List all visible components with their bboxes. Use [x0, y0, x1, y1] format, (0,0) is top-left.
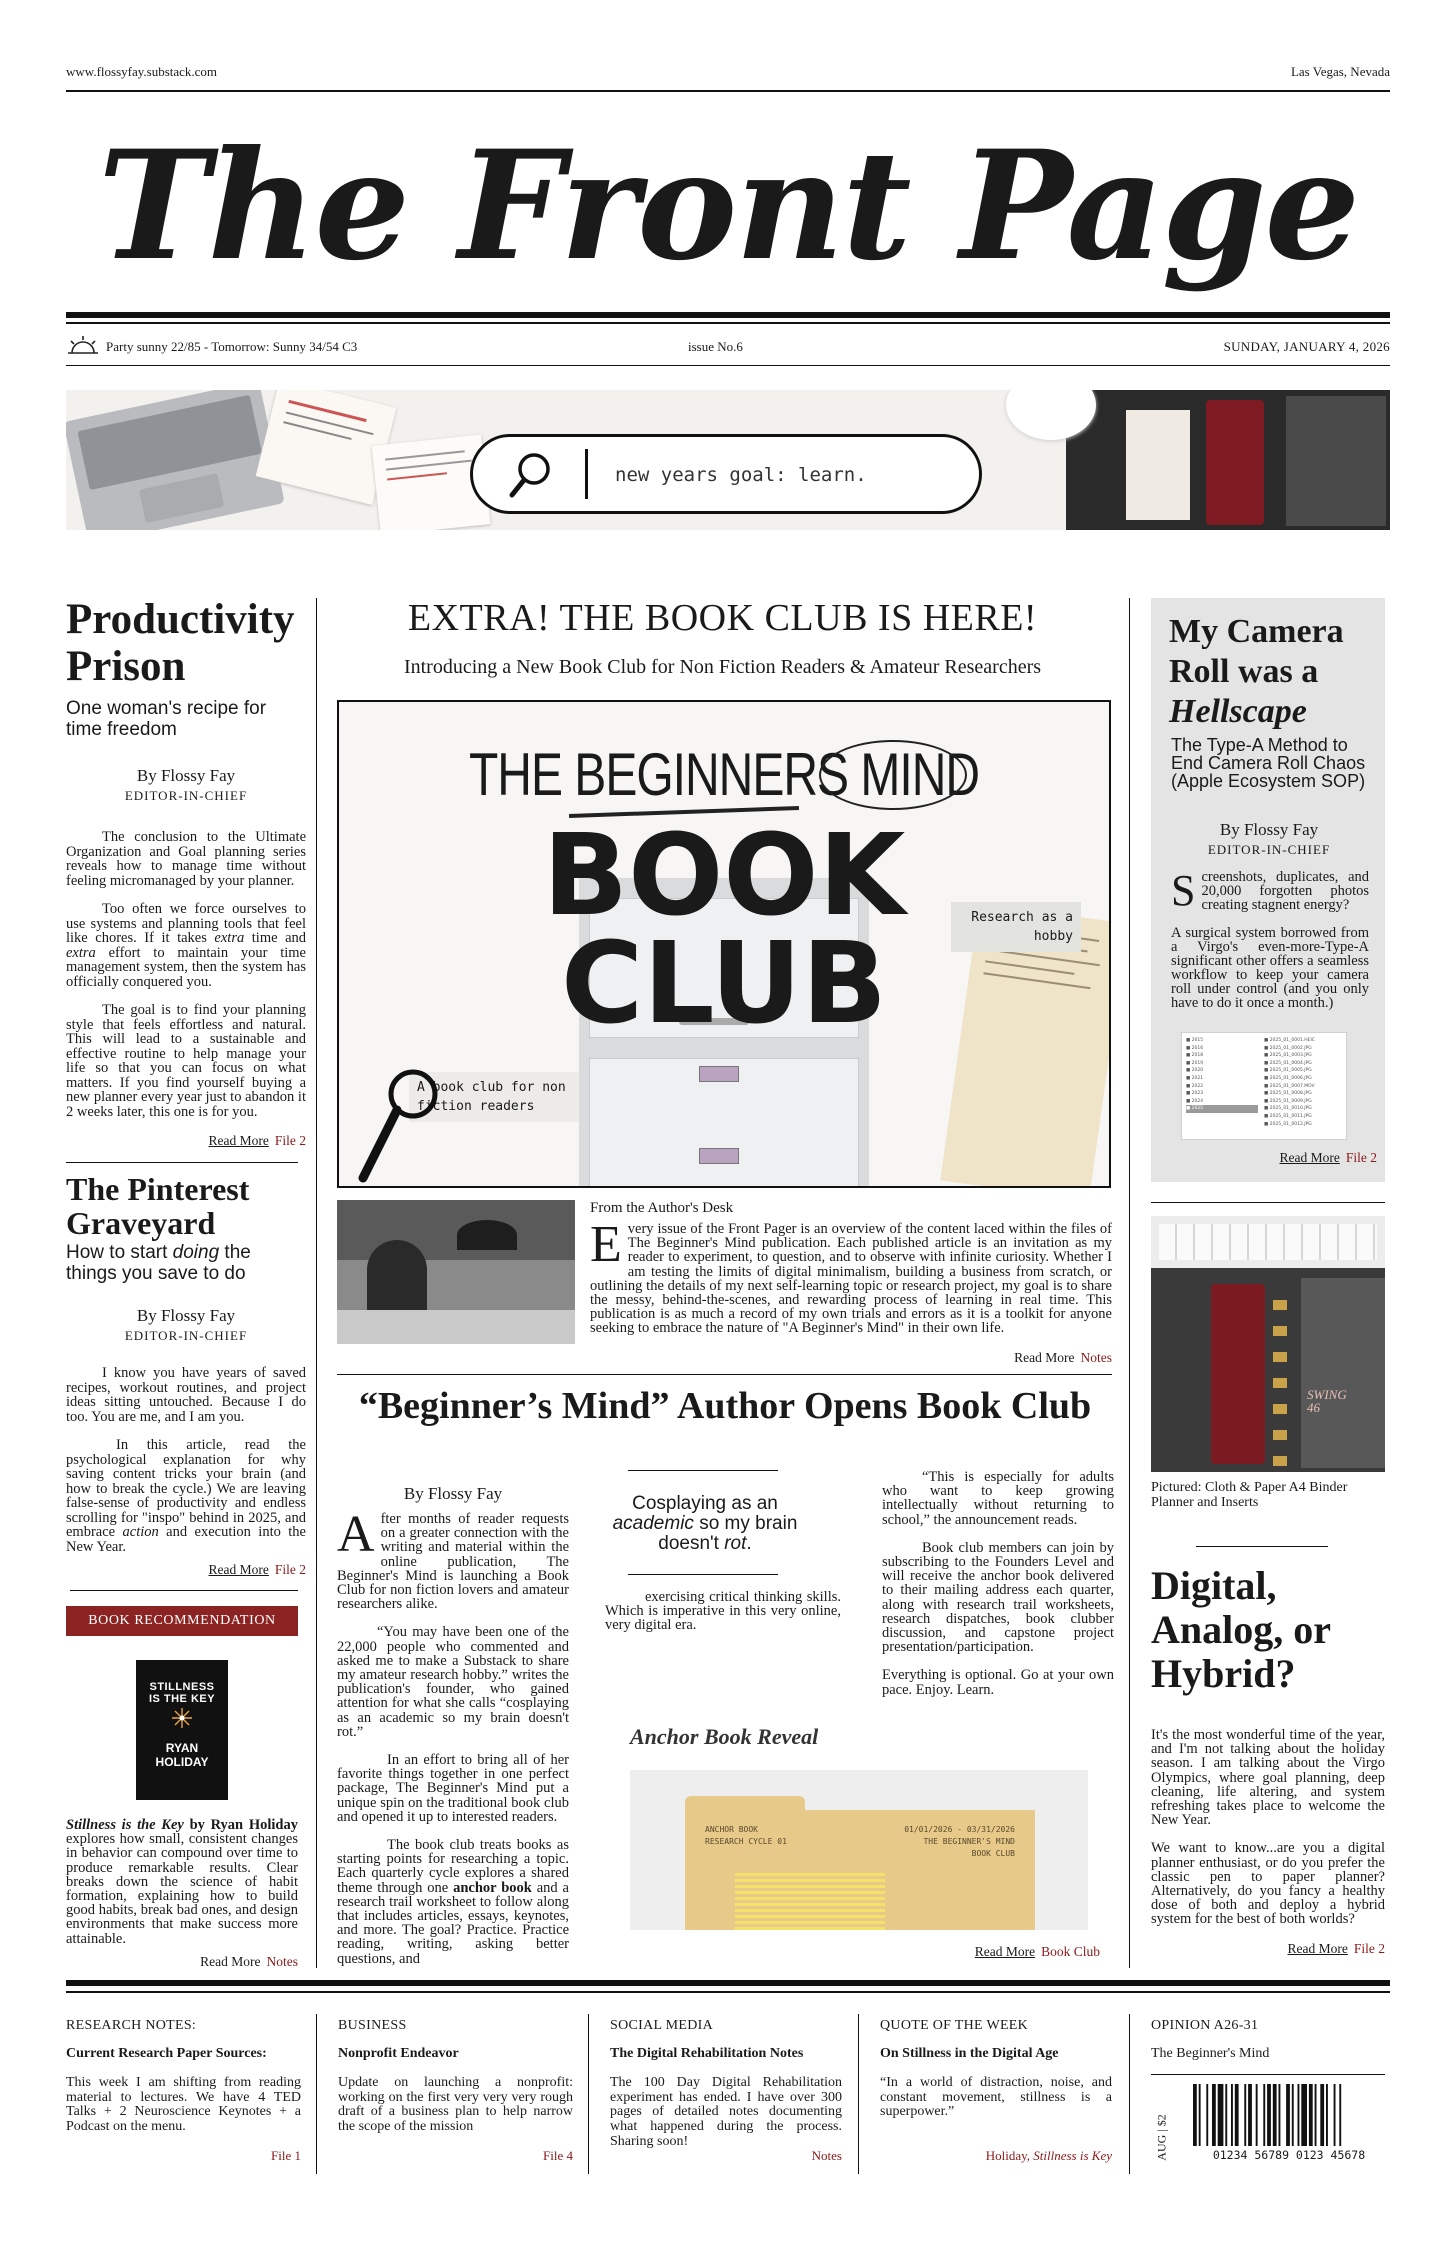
barcode-bar	[1292, 2084, 1294, 2146]
file-item: ■ 2025_01_0006.JPG	[1264, 1075, 1312, 1081]
barcode-bar	[1334, 2084, 1336, 2146]
folder-year-item: ■ 2022	[1186, 1083, 1204, 1089]
book-cover-stillness[interactable]: STILLNESS IS THE KEY RYAN HOLIDAY	[136, 1660, 228, 1800]
footer-research-notes: RESEARCH NOTES: Current Research Paper Sources: This week I am shifting from reading material to lectures. We have 4 TED Talks + 2 Neuroscience Keynotes + a Podcast on the menu. File 1	[66, 2018, 301, 2163]
read-more-link[interactable]: Read More File 2	[1287, 1940, 1385, 1956]
barcode-image	[1193, 2084, 1383, 2146]
file-item: ■ 2025_01_0007.MOV	[1264, 1083, 1315, 1089]
folder-year-item: ■ 2021	[1186, 1075, 1204, 1081]
footer-col-rule	[316, 2014, 317, 2174]
issue-date: SUNDAY, JANUARY 4, 2026	[1223, 339, 1390, 354]
hero-line-3: CLUB	[561, 919, 887, 1049]
article-headline[interactable]: Digital, Analog, or Hybrid?	[1151, 1563, 1331, 1696]
barcode-bar	[1248, 2084, 1252, 2146]
file-item: ■ 2025_01_0001.HEIC	[1264, 1038, 1315, 1043]
article-headline[interactable]: The Pinterest Graveyard	[66, 1171, 250, 1241]
main-headline[interactable]: “Beginner’s Mind” Author Opens Book Club	[358, 1385, 1092, 1427]
binder-planner-photo[interactable]	[1151, 1216, 1385, 1472]
location: Las Vegas, Nevada	[1290, 64, 1390, 79]
footer-col-rule	[858, 2014, 859, 2174]
hero-line-1: THE BEGINNERS MIND	[468, 742, 980, 809]
search-divider	[585, 449, 588, 499]
folder-year-item: ■ 2019	[1186, 1060, 1204, 1066]
barcode-bar	[1212, 2084, 1216, 2146]
article-deck: How to start doing the things you save to do	[66, 1242, 251, 1284]
hand-drawn-circle	[819, 740, 967, 810]
file-item: ■ 2025_01_0011.JPG	[1264, 1113, 1312, 1119]
article-headline[interactable]: Productivity Prison	[66, 596, 295, 690]
read-more-link[interactable]: Read More File 2	[1279, 1150, 1377, 1165]
folder-image: ANCHOR BOOK RESEARCH CYCLE 01 01/01/2026 - 03/31/2026 THE BEGINNER'S MIND BOOK CLUB	[685, 1810, 1035, 1930]
article-deck: One woman's recipe for time freedom	[66, 698, 267, 740]
site-url[interactable]: www.flossyfay.substack.com	[66, 64, 218, 79]
article-digital-analog-hybrid	[1151, 1564, 1385, 1957]
right-divider-1	[1151, 1202, 1385, 1203]
barcode-bar	[1256, 2084, 1258, 2146]
hero-note-research: Research as a hobby	[951, 902, 1081, 952]
laptop-image	[66, 390, 285, 530]
barcode-bar	[1206, 2084, 1208, 2146]
folder-year-item: ■ 2024	[1186, 1098, 1204, 1104]
main-article-col2: exercising critical thinking skills. Which is imperative in this very online, very digital era.	[605, 1589, 841, 1634]
byline: By Flossy Fay EDITOR-IN-CHIEF	[124, 1306, 248, 1343]
barcode-bar	[1320, 2084, 1324, 2146]
search-input[interactable]: new years goal: learn.	[615, 464, 867, 486]
barcode-bar	[1301, 2084, 1307, 2146]
read-more-link[interactable]: Read More File 2	[208, 1562, 306, 1577]
binder-image	[1066, 390, 1390, 530]
file-item: ■ 2025_01_0002.JPG	[1264, 1045, 1312, 1051]
camera-roll-box	[1151, 598, 1385, 1182]
starburst-icon	[172, 1708, 192, 1728]
red-binder-image	[1211, 1284, 1265, 1464]
footer-social-media: SOCIAL MEDIA The Digital Rehabilitation Notes The 100 Day Digital Rehabilitation experiment has ended. I have over 300 pages of detailed notes documenting what happened during the process. Sharing soon! Notes	[610, 2018, 842, 2163]
read-more-link[interactable]: Read More Notes	[1014, 1350, 1112, 1365]
book-recommendation-label: BOOK RECOMMENDATION	[66, 1606, 298, 1636]
main-article-col1: After months of reader requests on a greater connection with the writing and material within the online publication, The Beginner's Mind is launching a Book Club for non fiction lovers and amateur researchers alike. “You may have been one of the 22,000 people who commented and asked me to make a Substack to share my amateur research hobby.” writes the publication's founder, who gained attention for what she calls “cosplaying as an academic so my brain doesn't rot.” In an effort to bring all of her favorite things together in one perfect package, The Beginner's Mind put a unique spin on the traditional book club and opened it up to interested readers. The book club treats books as starting points for researching a topic. Each quarterly cycle explores a shared theme through one anchor book and a research trail worksheet to follow along that includes articles, essays, keynotes, and more. The goal? Practice. Practice reading, writing, asking better questions, and	[337, 1506, 569, 1967]
footer-quote-of-week: QUOTE OF THE WEEK On Stillness in the Digital Age “In a world of distraction, noise, and constant movement, stillness is a superpower.” Holiday, Stillness is Key	[880, 2018, 1112, 2163]
book-recommendation-text: Stillness is the Key by Ryan Holiday explores how small, consistent changes in behavior can compound over time to produce remarkable results. Clear breaks down the science of habit formation, explaining how to build good habits, break bad ones, and design environments that make success more attainable.	[66, 1817, 298, 1947]
barcode-bar	[1309, 2084, 1313, 2146]
barcode-bar	[1298, 2084, 1300, 2146]
byline: By Flossy Fay EDITOR-IN-CHIEF	[124, 766, 248, 803]
extra-headline[interactable]: EXTRA! THE BOOK CLUB IS HERE!	[407, 597, 1038, 639]
barcode-bar	[1225, 2084, 1227, 2146]
top-rule	[66, 90, 1390, 92]
barcode-bar	[1244, 2084, 1246, 2146]
folder-year-item: ■ 2015	[1186, 1038, 1204, 1043]
anchor-book-folder-image[interactable]	[630, 1770, 1088, 1930]
barcode-bar	[1267, 2084, 1271, 2146]
footer-notes-link[interactable]: Notes	[811, 2148, 842, 2163]
masthead-rule-thick	[66, 312, 1390, 318]
footer-business: BUSINESS Nonprofit Endeavor Update on launching a nonprofit: working on the first very very very rough draft of a business plan to help narrow the scope of the mission File 4	[338, 2018, 573, 2163]
masthead-title: The Front Page	[97, 118, 1359, 294]
photo-sleeve-image: SWING 46	[1301, 1278, 1385, 1468]
weather-text: Party sunny 22/85 - Tomorrow: Sunny 34/54 C3	[106, 339, 358, 354]
article-headline[interactable]: My Camera Roll was a Hellscape	[1169, 613, 1344, 730]
center-divider	[337, 1374, 1112, 1375]
binder-rings-image	[1273, 1286, 1287, 1466]
right-divider-2	[1196, 1546, 1328, 1547]
barcode-bar	[1218, 2084, 1224, 2146]
book-club-hero-image[interactable]	[337, 700, 1111, 1188]
footer-col-rule	[588, 2014, 589, 2174]
folder-pattern	[735, 1870, 885, 1930]
footer-opinion: OPINION A26-31 The Beginner's Mind AUG | $2 01234 56789 0123 45678	[1151, 2018, 1385, 2188]
article-body: It's the most wonderful time of the year, and I'm not talking about the holiday season. I am talking about the Virgo Olympics, where goal planning, deep cleaning, life altering, and system refreshing takes place to welcome the New Year. We want to know...are you a digital planner enthusiast, or do you prefer the classic pen to paper planner? Alternatively, do you fancy a healthy dose of both and deploy a hybrid system for the best of both worlds?	[1151, 1727, 1385, 1928]
file-item: ■ 2025_01_0010.JPG	[1264, 1106, 1312, 1112]
read-more-link[interactable]: Read More Notes	[200, 1954, 298, 1969]
file-item: ■ 2025_01_0009.JPG	[1264, 1098, 1312, 1104]
magnifying-glass-icon	[353, 1068, 439, 1188]
footer-rule-thin	[66, 1991, 1390, 1993]
left-divider-2	[70, 1590, 298, 1591]
barcode-bar	[1263, 2084, 1265, 2146]
file-item: ■ 2025_01_0012.JPG	[1264, 1121, 1312, 1127]
folder-year-item: ■ 2018	[1186, 1053, 1204, 1059]
pull-quote-rule-bottom	[628, 1574, 778, 1575]
article-deck: The Type-A Method to End Camera Roll Chaos (Apple Ecosystem SOP)	[1171, 735, 1366, 791]
hero-note-book-club: A book club for non fiction readers	[409, 1072, 579, 1122]
column-rule-left	[316, 598, 317, 1968]
barcode-number: 01234 56789 0123 45678	[1212, 2148, 1366, 2162]
search-bar[interactable]	[470, 434, 982, 514]
article-body: The conclusion to the Ultimate Organization and Goal planning series reveals how to manage time without feeling micromanaged by your planner. Too often we force ourselves to use systems and planning tools that feel like chores. If it takes extra time and extra effort to maintain your time management system, then the system has officially conquered you. The goal is to find your planning style that feels effortless and natural. This will lead to a sustainable and effective routine to help manage your life so that you can focus on what matters. If you find yourself buying a new planner every year just to abandon it 2 weeks later, this one is for you.	[66, 829, 307, 1120]
article-body: I know you have years of saved recipes, workout routines, and project ideas sitting untouched. Because I do too. You are me, and I am you. In this article, read the psychological explanation for why saving content tricks your brain (and how to break the cycle.) We are leaving false-sense of productivity and endless scrolling for "inspo" behind in 2025, and embrace action and execution into the New Year.	[66, 1365, 306, 1555]
barcode-bar	[1273, 2084, 1277, 2146]
file-item: ■ 2025_01_0008.JPG	[1264, 1091, 1312, 1097]
read-more-link[interactable]: Read More Book Club	[974, 1944, 1100, 1959]
photo-caption: Pictured: Cloth & Paper A4 Binder Planner and Inserts	[1151, 1480, 1348, 1510]
byline: By Flossy Fay EDITOR-IN-CHIEF	[1207, 820, 1331, 857]
main-article-col3: “This is especially for adults who want to keep growing intellectually without returning to school,” the announcement reads. Book club members can join by subscribing to the Founders Level and will receive the anchor book delivered to their mailing address each quarter, along with research trail worksheets, research dispatches, book clubber discussion, and capstone project presentation/participation. Everything is optional. Go at your own pace. Enjoy. Learn.	[882, 1469, 1114, 1698]
folder-year-item: ■ 2025	[1186, 1105, 1258, 1113]
authors-desk-heading: From the Author's Desk	[590, 1200, 734, 1216]
barcode-bar	[1279, 2084, 1281, 2146]
issue-number: issue No.6	[688, 339, 743, 354]
pull-quote: Cosplaying as an academic so my brain doesn't rot.	[612, 1493, 798, 1554]
barcode-bar	[1193, 2084, 1197, 2146]
authors-desk-text: Every issue of the Front Pager is an overview of the content laced within the files of The Beginner's Mind publication. Each published article is an invitation as my reader to experiment, to question, and to observe with infinite curiosity. Whether I am testing the limits of digital minimalism, building a business from scratch, or outlining the details of my next self-learning topic or research project, my goal is to share the messy, behind-the-scenes, and rewarding process of learning in real time. This publication is as much a record of my own trials and errors as it is a toolkit for anyone seeking to embrace the nature of "A Beginner's Mind" in their own life.	[590, 1216, 1112, 1337]
file-item: ■ 2025_01_0005.JPG	[1264, 1068, 1312, 1074]
footer-col-rule	[1129, 2014, 1130, 2174]
keyboard-image	[1151, 1216, 1385, 1268]
hero-line-2: BOOK	[542, 811, 906, 941]
column-rule-right	[1129, 598, 1130, 1968]
folder-year-item: ■ 2016	[1186, 1045, 1204, 1051]
authors-desk-photo	[337, 1200, 575, 1344]
barcode-bar	[1315, 2084, 1317, 2146]
barcode-bar	[1235, 2084, 1239, 2146]
left-divider-1	[66, 1162, 298, 1163]
article-pinterest-graveyard	[66, 1172, 306, 1578]
search-icon	[509, 451, 553, 499]
extra-intro: Introducing a New Book Club for Non Fiction Readers & Amateur Researchers	[403, 656, 1042, 678]
anchor-book-title: Anchor Book Reveal	[630, 1724, 819, 1749]
camera-roll-file-browser	[1181, 1032, 1347, 1140]
footer-rule-thick	[66, 1980, 1390, 1986]
file-item: ■ 2025_01_0004.JPG	[1264, 1060, 1312, 1066]
infobar-rule	[66, 365, 1390, 366]
footer-file-link[interactable]: File 4	[543, 2148, 573, 2163]
main-byline: By Flossy Fay	[403, 1484, 503, 1503]
file-item: ■ 2025_01_0003.JPG	[1264, 1053, 1312, 1059]
partly-sunny-icon	[66, 335, 100, 357]
barcode-bar	[1286, 2084, 1290, 2146]
folder-year-item: ■ 2020	[1186, 1068, 1204, 1074]
footer-quote-source: Holiday, Stillness is Key	[985, 2148, 1112, 2163]
footer-file-link[interactable]: File 1	[271, 2148, 301, 2163]
folder-year-item: ■ 2023	[1186, 1091, 1204, 1097]
read-more-link[interactable]: Read More File 2	[208, 1133, 306, 1148]
article-body: Screenshots, duplicates, and 20,000 forgotten photos creating stagnent energy? A surgical system borrowed from a Virgo's even-more-Type-A significant other offers a seamless workflow to keep your camera roll under control (and you only have to do it once a month.)	[1171, 866, 1369, 1011]
barcode-bar	[1231, 2084, 1233, 2146]
masthead-rule-thin	[66, 322, 1390, 324]
barcode-bar	[1326, 2084, 1328, 2146]
barcode-bar	[1339, 2084, 1341, 2146]
barcode-bar	[1199, 2084, 1201, 2146]
pull-quote-rule-top	[628, 1470, 778, 1471]
opinion-price: AUG | $2	[1154, 2114, 1169, 2161]
article-productivity-prison	[66, 596, 306, 1149]
